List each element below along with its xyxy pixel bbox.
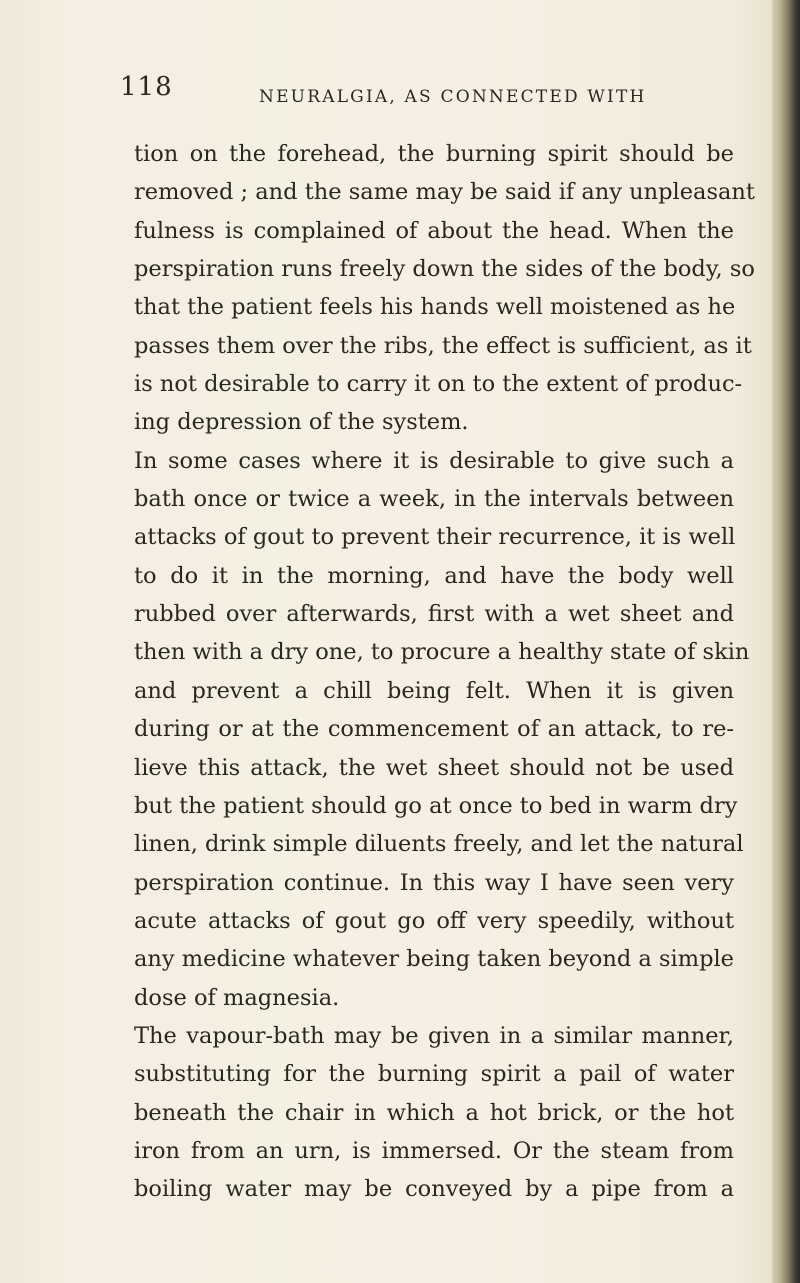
page-number: 118	[120, 72, 173, 102]
text-line: tion on the forehead, the burning spirit should be	[134, 141, 734, 167]
text-line: bath once or twice a week, in the intervals between	[134, 486, 734, 513]
text-line: is not desirable to carry it on to the extent of produc-	[134, 371, 743, 398]
text-line: beneath the chair in which a hot brick, or the hot	[134, 1099, 734, 1126]
text-line: rubbed over afterwards, first with a wet sheet and	[134, 601, 734, 628]
text-line: attacks of gout to prevent their recurrence, it is well	[134, 524, 736, 551]
text-line: linen, drink simple diluents freely, and let the natural	[134, 831, 744, 858]
text-line: dose of magnesia.	[134, 984, 340, 1011]
text-line: acute attacks of gout go off very speedily, without	[134, 907, 734, 934]
running-head: NEURALGIA, AS CONNECTED WITH	[259, 87, 647, 107]
text-line: then with a dry one, to procure a healthy state of skin	[134, 639, 750, 666]
text-line: iron from an urn, is immersed. Or the steam from	[134, 1137, 734, 1164]
text-line: fulness is complained of about the head. When the	[134, 217, 734, 244]
text-line: during or at the commencement of an attack, to re-	[134, 716, 734, 743]
text-line: to do it in the morning, and have the body well	[134, 562, 734, 589]
text-line: substituting for the burning spirit a pail of water	[134, 1061, 734, 1088]
text-line: but the patient should go at once to bed in warm dry	[134, 792, 738, 819]
binding-edge	[772, 0, 800, 1283]
text-line: The vapour-bath may be given in a similar manner,	[134, 1022, 734, 1049]
text-line: perspiration continue. In this way I have seen very	[134, 869, 734, 896]
body-text	[134, 135, 755, 1209]
text-line: removed ; and the same may be said if any unpleasant	[134, 179, 755, 206]
text-line: any medicine whatever being taken beyond a simple	[134, 946, 734, 973]
text-line: perspiration runs freely down the sides of the body, so	[134, 256, 755, 283]
text-line: and prevent a chill being felt. When it is given	[134, 677, 734, 704]
text-line: passes them over the ribs, the effect is sufficient, as it	[134, 332, 752, 359]
text-line: boiling water may be conveyed by a pipe from a	[134, 1176, 734, 1203]
text-line: In some cases where it is desirable to give such a	[134, 447, 734, 474]
text-line: lieve this attack, the wet sheet should not be used	[134, 754, 734, 781]
text-line: ing depression of the system.	[134, 409, 469, 436]
text-line: that the patient feels his hands well moistened as he	[134, 294, 736, 321]
